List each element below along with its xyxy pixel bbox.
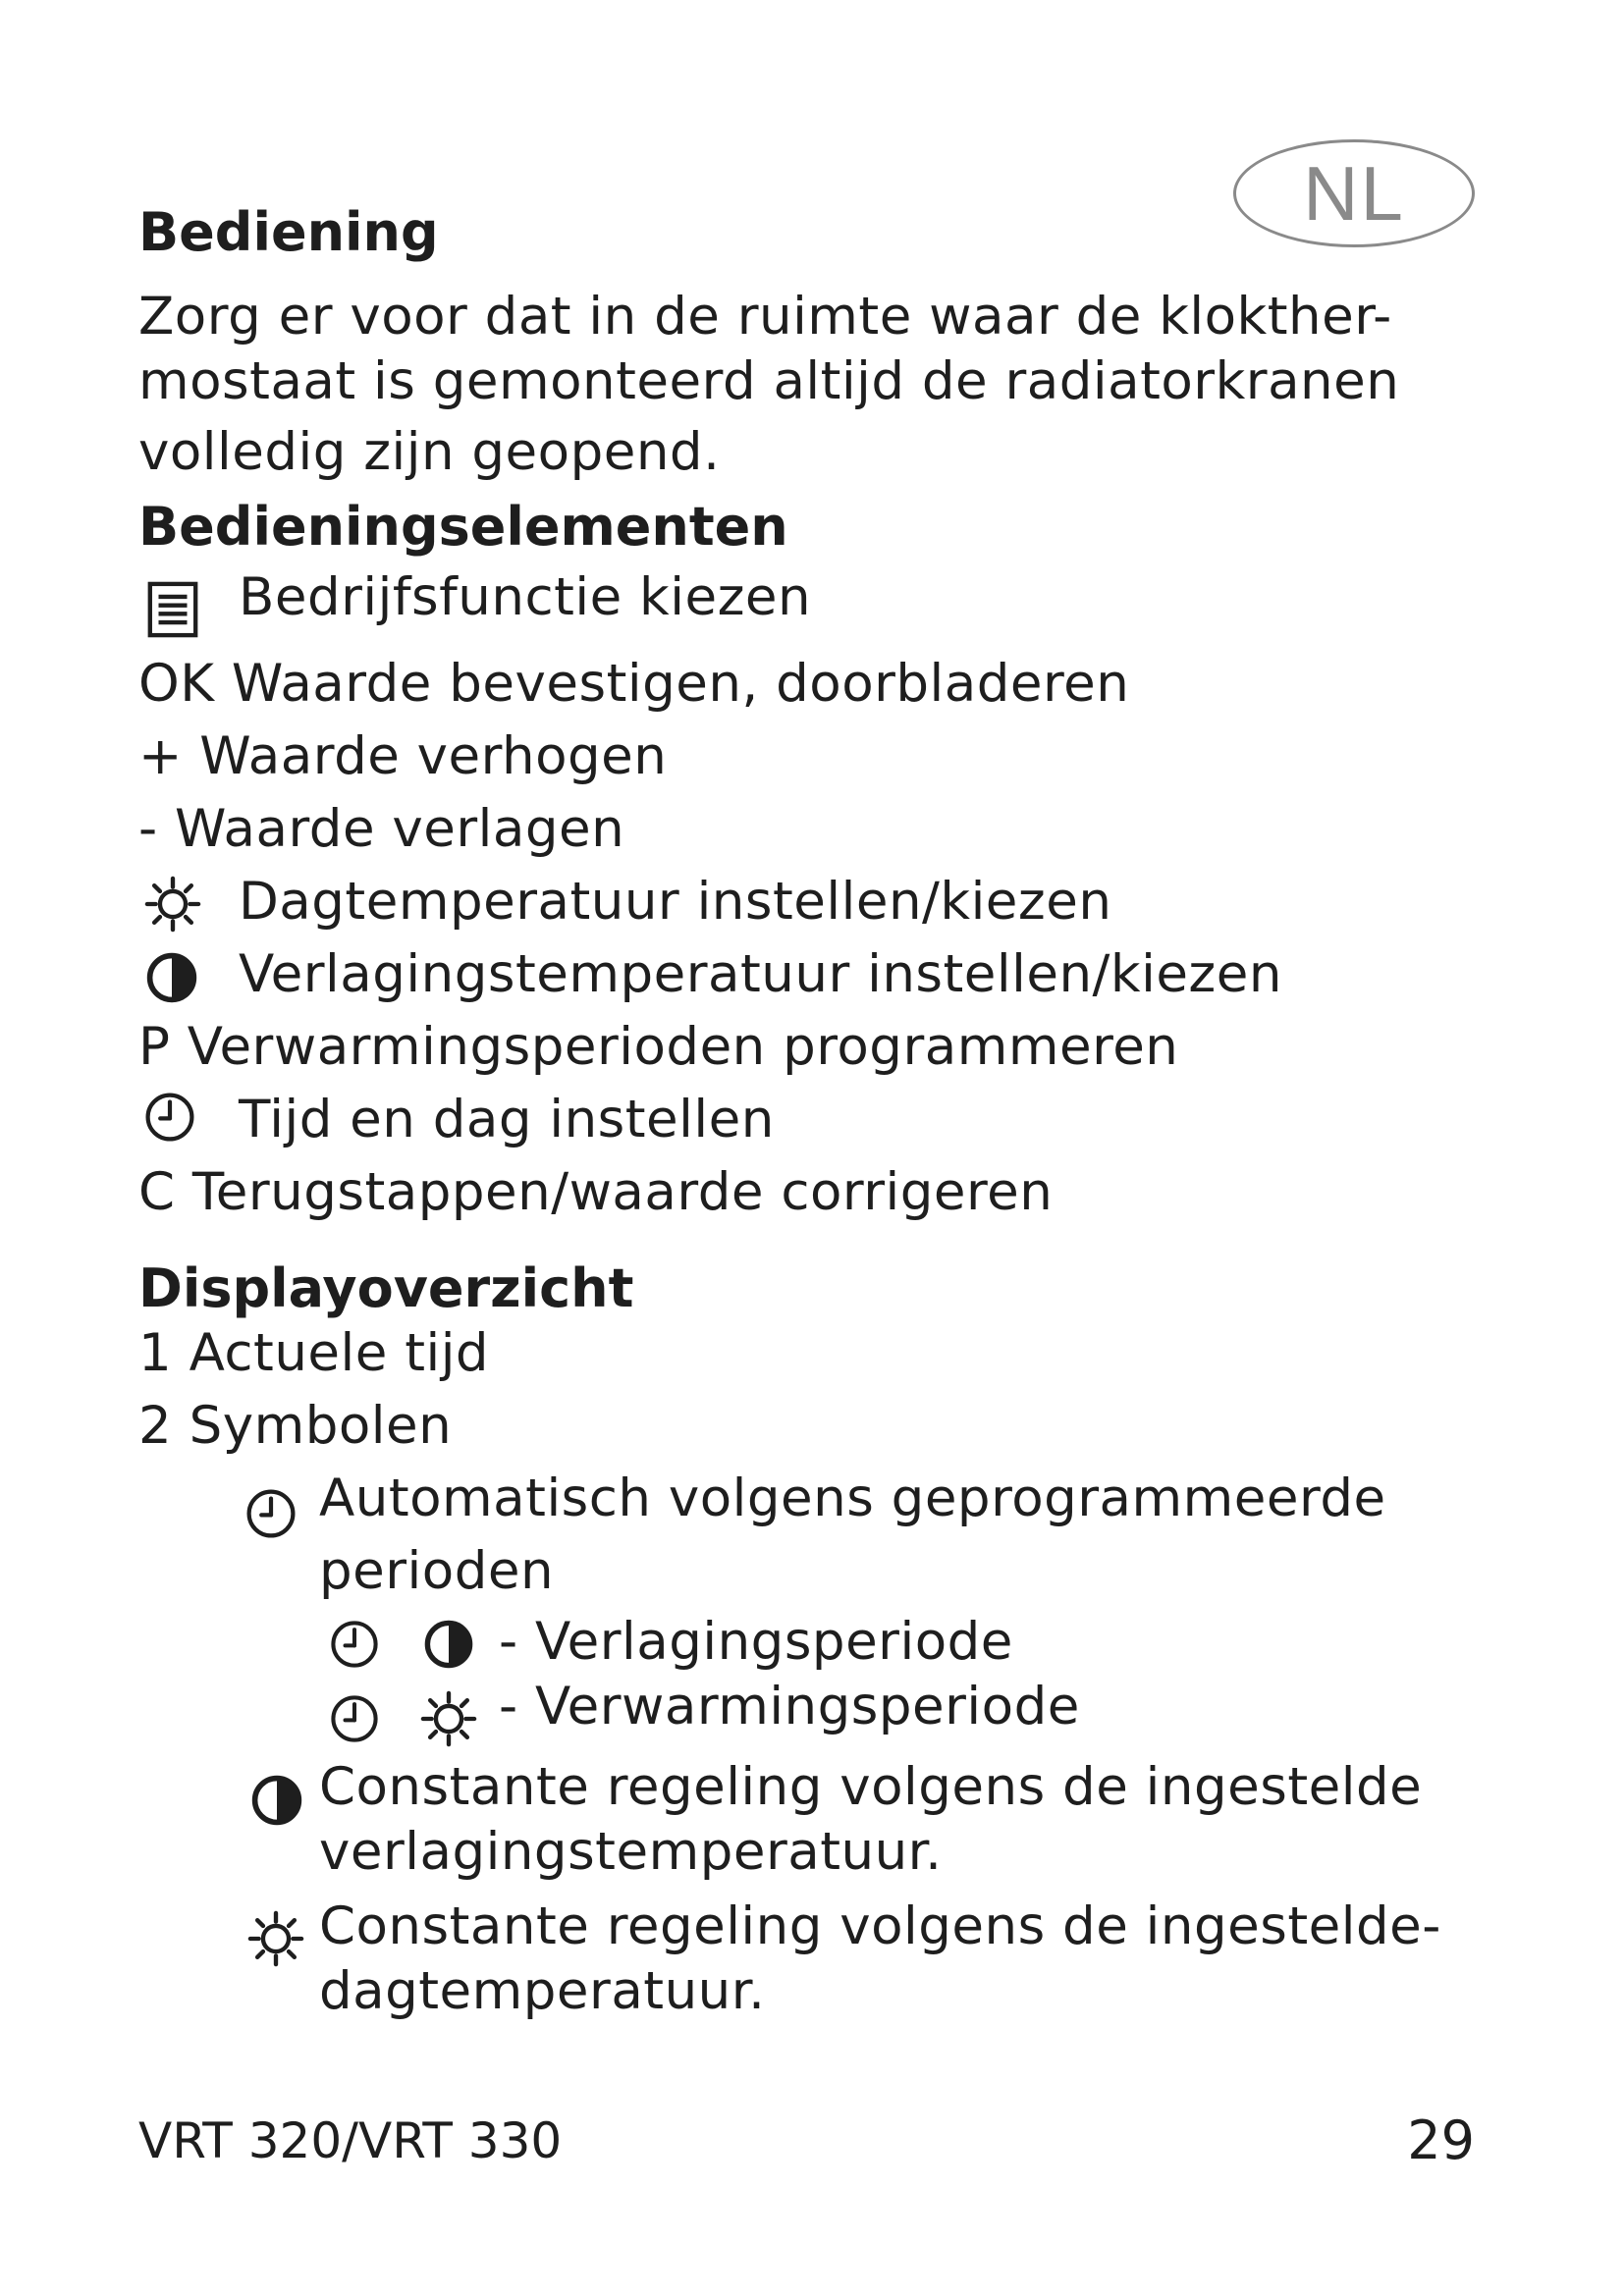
intro-line-3: volledig zijn geopend. [138, 422, 721, 482]
control-item-program: P Verwarmingsperioden programmeren [138, 1017, 1179, 1077]
display-item-symbols: 2 Symbolen [138, 1396, 453, 1456]
language-badge: NL [1233, 139, 1475, 247]
clock-icon [328, 1618, 381, 1671]
sun-icon [144, 876, 201, 933]
control-item-menu: Bedrijfsfunctie kiezen [239, 567, 812, 627]
menu-list-icon [144, 581, 201, 638]
control-item-ok: OK Waarde bevestigen, doorbladeren [138, 654, 1130, 714]
sub-reduction-period: - Verlagingsperiode [499, 1612, 1013, 1672]
page-number: 29 [1407, 2109, 1475, 2171]
control-item-correct: C Terugstappen/waarde corrigeren [138, 1162, 1054, 1222]
sub-heating-period: - Verwarmingsperiode [499, 1677, 1080, 1736]
sun-icon [420, 1690, 477, 1747]
section-heading-display: Displayoverzicht [138, 1257, 634, 1319]
section-heading-operation: Bediening [138, 201, 439, 263]
clock-icon [328, 1692, 381, 1745]
half-moon-icon [422, 1618, 475, 1671]
control-item-time-day: Tijd en dag instellen [239, 1090, 775, 1149]
control-item-reduced-temp: Verlagingstemperatuur instellen/kiezen [239, 944, 1282, 1004]
half-moon-icon [144, 950, 199, 1005]
clock-icon [142, 1090, 197, 1145]
clock-icon [244, 1486, 298, 1541]
auto-line-2: perioden [319, 1541, 555, 1601]
constant-reduced-line-2: verlagingstemperatuur. [319, 1822, 943, 1882]
half-moon-icon [249, 1773, 304, 1828]
control-item-day-temp: Dagtemperatuur instellen/kiezen [239, 872, 1112, 932]
sun-icon [247, 1910, 304, 1967]
display-item-time: 1 Actuele tijd [138, 1323, 490, 1383]
auto-line-1: Automatisch volgens geprogrammeerde [319, 1468, 1386, 1528]
footer-model: VRT 320/VRT 330 [138, 2112, 563, 2169]
section-heading-controls: Bedieningselementen [138, 496, 788, 558]
intro-line-1: Zorg er voor dat in de ruimte waar de klokther- [138, 287, 1392, 347]
constant-reduced-line-1: Constante regeling volgens de ingestelde [319, 1757, 1423, 1817]
constant-day-line-1: Constante regeling volgens de ingestelde- [319, 1896, 1441, 1956]
constant-day-line-2: dagtemperatuur. [319, 1961, 766, 2021]
control-item-plus: + Waarde verhogen [138, 726, 668, 786]
intro-line-2: mostaat is gemonteerd altijd de radiatorkranen [138, 351, 1400, 411]
control-item-minus: - Waarde verlagen [138, 799, 625, 859]
